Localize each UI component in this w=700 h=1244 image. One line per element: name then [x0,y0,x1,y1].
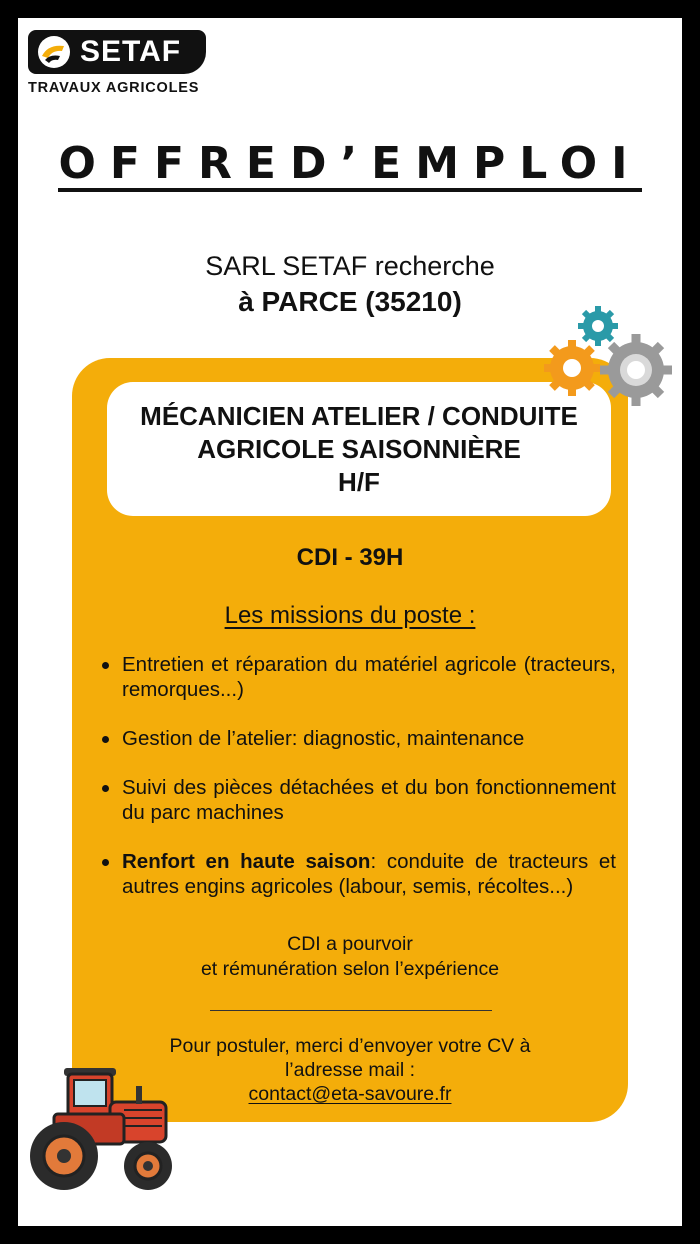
missions-heading [72,602,628,630]
job-title-box [107,382,611,516]
job-title-line-1: MÉCANICIEN ATELIER / CONDUITE [140,400,578,431]
logo-badge [28,30,206,74]
contract-note [72,932,628,982]
mission-item: Renfort en haute saison: conduite de tracteurs et autres engins agricoles (labour, semis, récoltes...) [102,849,616,899]
offer-card [72,358,628,1122]
poster-title [18,140,682,192]
missions-heading-text: Les missions du poste : [224,602,476,629]
poster-title-text: OFFRED’EMPLOI [58,140,641,192]
contract-note-line-2: et rémunération selon l’expérience [200,958,500,980]
contract-note-line-1: CDI a pourvoir [287,933,413,955]
mission-item: Suivi des pièces détachées et du bon fonctionnement du parc machines [102,775,616,825]
gears-icon [542,304,682,416]
missions-list [102,652,616,923]
mission-item-bold: Renfort en haute saison [122,850,371,873]
job-title-line-3: H/F [338,466,380,497]
setaf-logo-icon [36,34,72,70]
mission-item: Gestion de l’atelier: diagnostic, maintenance [102,726,616,751]
contract-type: CDI - 39H [296,544,404,571]
intro-company: SARL SETAF recherche [205,251,495,281]
apply-line-1: Pour postuler, merci d’envoyer votre CV à [169,1035,531,1057]
contact-email-link[interactable]: contact@eta-savoure.fr [248,1083,452,1105]
job-title-line-2: AGRICOLE SAISONNIÈRE [197,433,521,464]
logo-tagline: TRAVAUX AGRICOLES [28,80,200,96]
apply-line-2: l’adresse mail : [284,1059,416,1081]
logo [28,30,228,96]
logo-brand: SETAF [80,35,182,68]
intro-location: à PARCE (35210) [238,286,462,317]
job-offer-poster [18,18,682,1226]
mission-item: Entretien et réparation du matériel agricole (tracteurs, remorques...) [102,652,616,702]
tractor-icon [24,1058,184,1196]
divider [210,1010,492,1011]
